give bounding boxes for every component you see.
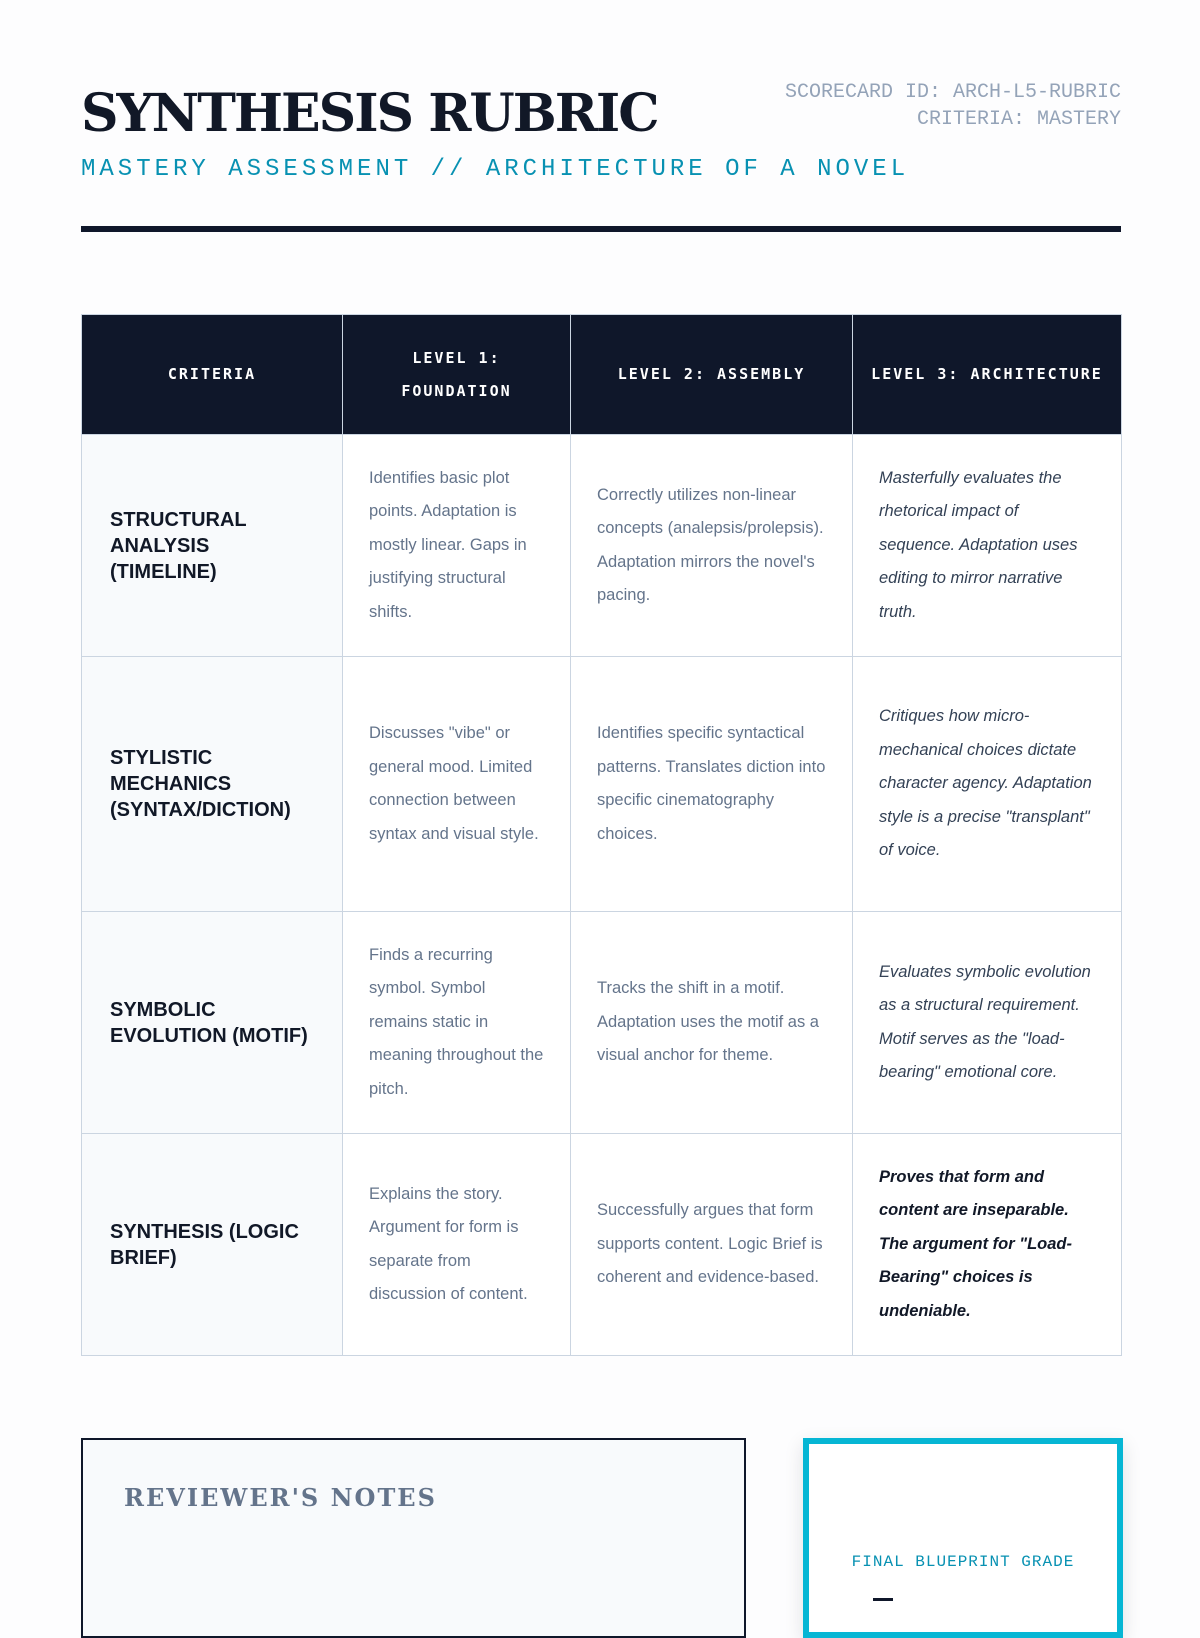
final-grade-box[interactable]: [803, 1438, 1123, 1638]
page-title: SYNTHESIS RUBRIC: [81, 83, 658, 144]
criteria-cell: SYMBOLIC EVOLUTION (MOTIF): [82, 912, 343, 1134]
level-1-cell: Identifies basic plot points. Adaptation is mostly linear. Gaps in justifying structural shifts.: [343, 435, 571, 657]
table-row: [82, 1134, 1122, 1356]
level-2-cell: Identifies specific syntactical patterns. Translates diction into specific cinematography choices.: [571, 657, 853, 912]
page-header: [81, 0, 1121, 232]
criteria-cell: STRUCTURAL ANALYSIS (TIMELINE): [82, 435, 343, 657]
level-2-cell: Tracks the shift in a motif. Adaptation uses the motif as a visual anchor for theme.: [571, 912, 853, 1134]
level-2-cell: Correctly utilizes non-linear concepts (analepsis/prolepsis). Adaptation mirrors the novel's pacing.: [571, 435, 853, 657]
final-grade-label: FINAL BLUEPRINT GRADE: [851, 1553, 1075, 1571]
rubric-table: [81, 314, 1122, 1356]
reviewer-notes-panel[interactable]: [81, 1438, 746, 1638]
header-divider: [81, 226, 1121, 232]
scorecard-meta: [785, 79, 1121, 133]
header-level-2: LEVEL 2: ASSEMBLY: [571, 315, 853, 435]
level-2-cell: Successfully argues that form supports content. Logic Brief is coherent and evidence-based.: [571, 1134, 853, 1356]
level-1-cell: Explains the story. Argument for form is separate from discussion of content.: [343, 1134, 571, 1356]
level-1-cell: Finds a recurring symbol. Symbol remains static in meaning throughout the pitch.: [343, 912, 571, 1134]
level-3-cell: Critiques how micro-mechanical choices dictate character agency. Adaptation style is a precise "transplant" of voice.: [853, 657, 1122, 912]
page-subtitle: MASTERY ASSESSMENT // ARCHITECTURE OF A NOVEL: [81, 156, 910, 183]
reviewer-notes-title: REVIEWER'S NOTES: [124, 1483, 437, 1512]
rubric-page: [81, 0, 1121, 1571]
criteria-cell: STYLISTIC MECHANICS (SYNTAX/DICTION): [82, 657, 343, 912]
header-criteria: CRITERIA: [82, 315, 343, 435]
level-3-cell: Evaluates symbolic evolution as a structural requirement. Motif serves as the "load-bearing" emotional core.: [853, 912, 1122, 1134]
table-row: [82, 435, 1122, 657]
scorecard-id: SCORECARD ID: ARCH-L5-RUBRIC: [784, 81, 1121, 104]
level-3-cell: Masterfully evaluates the rhetorical impact of sequence. Adaptation uses editing to mirror narrative truth.: [853, 435, 1122, 657]
criteria-label: CRITERIA: MASTERY: [916, 108, 1121, 131]
table-row: [82, 657, 1122, 912]
criteria-cell: SYNTHESIS (LOGIC BRIEF): [82, 1134, 343, 1356]
level-1-cell: Discusses "vibe" or general mood. Limited connection between syntax and visual style.: [343, 657, 571, 912]
table-row: [82, 912, 1122, 1134]
header-level-1: LEVEL 1: FOUNDATION: [343, 315, 571, 435]
level-3-cell: Proves that form and content are inseparable. The argument for "Load-Bearing" choices is undeniable.: [853, 1134, 1122, 1356]
table-header-row: [82, 315, 1122, 435]
header-level-3: LEVEL 3: ARCHITECTURE: [853, 315, 1122, 435]
